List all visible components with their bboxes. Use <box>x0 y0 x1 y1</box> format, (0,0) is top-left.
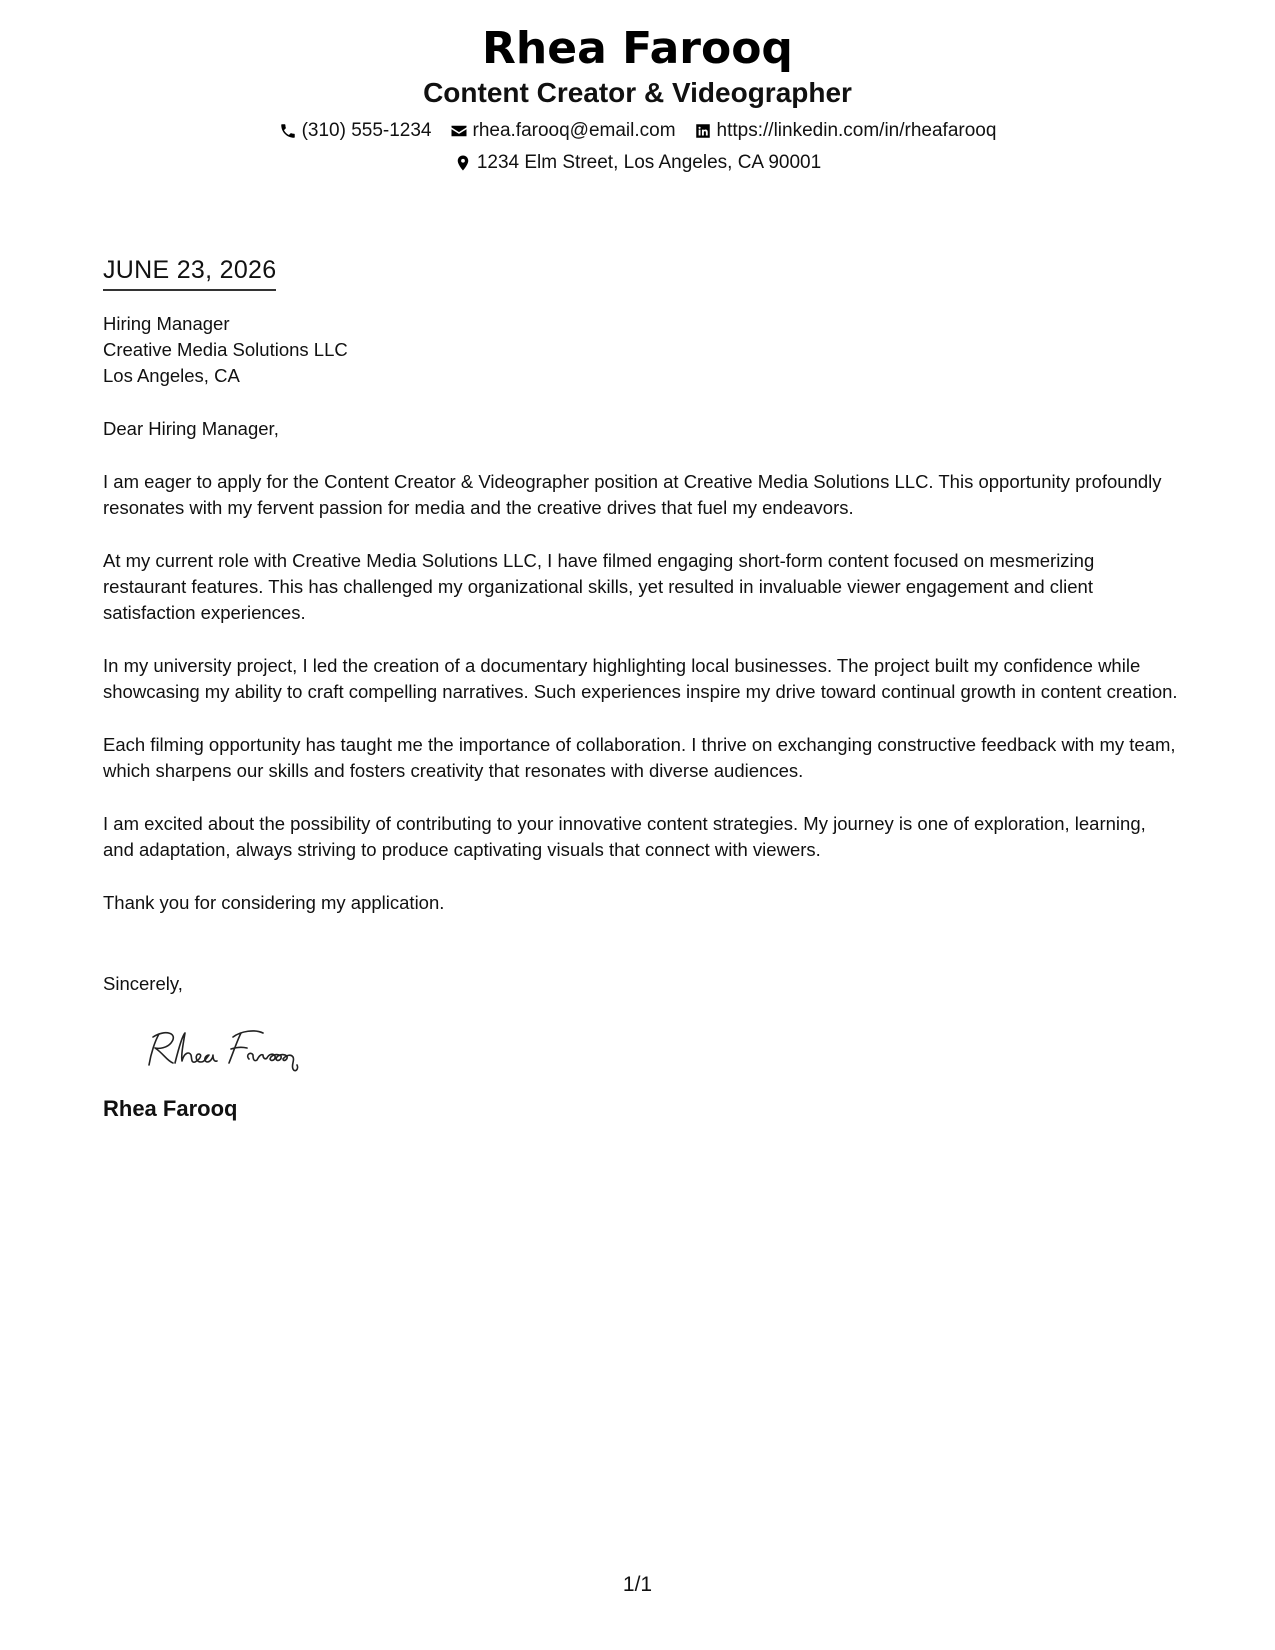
recipient-line: Los Angeles, CA <box>103 365 240 386</box>
recipient-block <box>103 311 1178 389</box>
body-paragraph: I am eager to apply for the Content Creator & Videographer position at Creative Media Solutions LLC. This opportunity profoundly resonates with my fervent passion for media and the creative drives that fuel my endeavors. <box>103 471 1162 518</box>
body-paragraph: I am excited about the possibility of contributing to your innovative content strategies. My journey is one of exploration, learning, and adaptation, always striving to produce captivating visuals that connect with viewers. <box>103 813 1146 860</box>
linkedin-icon <box>694 122 712 140</box>
letter-header <box>0 22 1275 178</box>
body-paragraph: Each filming opportunity has taught me the importance of collaboration. I thrive on exchanging constructive feedback with my team, which sharpens our skills and fosters creativity that resonates with diverse audiences. <box>103 734 1176 781</box>
address-row <box>0 148 1275 178</box>
email-text: rhea.farooq@email.com <box>472 120 676 141</box>
contact-linkedin[interactable] <box>694 116 997 146</box>
body-paragraph: Thank you for considering my application. <box>103 892 445 913</box>
contact-address <box>454 148 821 178</box>
recipient-line: Creative Media Solutions LLC <box>103 339 348 360</box>
signature-image <box>141 1025 331 1075</box>
contact-row <box>0 116 1275 146</box>
salutation: Dear Hiring Manager, <box>103 418 279 439</box>
letter-date: JUNE 23, 2026 <box>103 253 276 291</box>
contact-email[interactable] <box>450 116 676 146</box>
letter-body <box>103 253 1178 1123</box>
phone-text: (310) 555-1234 <box>301 120 432 141</box>
closing: Sincerely, <box>103 973 183 994</box>
signature-drawing <box>141 1025 331 1075</box>
applicant-name: Rhea Farooq <box>482 23 793 74</box>
address-text: 1234 Elm Street, Los Angeles, CA 90001 <box>476 152 822 173</box>
map-pin-icon <box>454 154 472 172</box>
envelope-icon <box>450 122 468 140</box>
body-paragraph: At my current role with Creative Media Solutions LLC, I have filmed engaging short-form content focused on mesmerizing restaurant features. This has challenged my organizational skills, yet resulted in invaluable viewer engagement and client satisfaction experiences. <box>103 550 1095 623</box>
recipient-line: Hiring Manager <box>103 313 230 334</box>
linkedin-text: https://linkedin.com/in/rheafarooq <box>716 120 997 141</box>
page-number: 1/1 <box>622 1573 653 1596</box>
body-paragraph: In my university project, I led the creation of a documentary highlighting local businesses. The project built my confidence while showcasing my ability to craft compelling narratives. Such experiences inspire my drive toward continual growth in content creation. <box>103 655 1178 702</box>
signer-name: Rhea Farooq <box>103 1096 238 1121</box>
applicant-title: Content Creator & Videographer <box>423 77 852 108</box>
phone-icon <box>279 122 297 140</box>
contact-phone <box>279 116 432 146</box>
